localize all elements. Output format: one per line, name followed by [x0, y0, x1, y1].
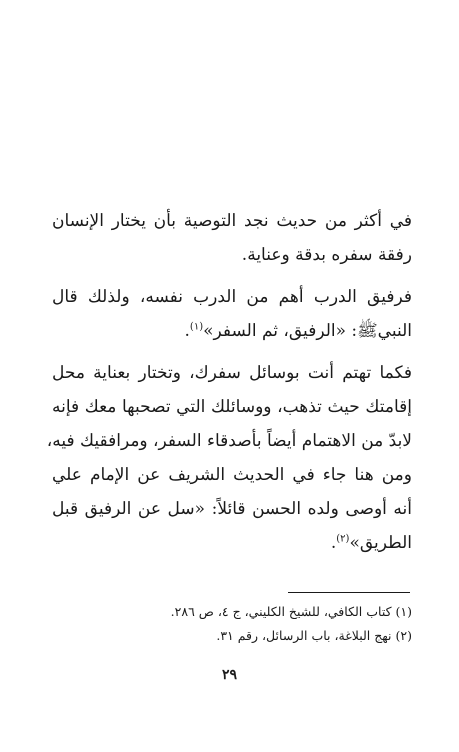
- footnotes: [80, 600, 412, 648]
- footnote-reference: (١): [189, 321, 204, 333]
- text-line-content: النبيﷺ: «الرفيق، ثم السفر»: [203, 321, 412, 341]
- text-line: لابدّ من الاهتمام أيضاً بأصدقاء السفر، ومرافقيك فيه،: [46, 431, 412, 451]
- text-line-content: الطريق»: [349, 533, 412, 553]
- text-line: فرفيق الدرب أهم من الدرب نفسه، ولذلك قال: [52, 287, 412, 307]
- text-line: أنه أوصى ولده الحسن قائلاً: «سل عن الرفيق قبل: [52, 499, 412, 519]
- text-line: رفقة سفره بدقة وعناية.: [241, 245, 412, 265]
- footnote-reference: (٢): [336, 533, 350, 545]
- line-tail: .: [330, 533, 337, 553]
- footnote-divider: [288, 592, 410, 593]
- text-line: في أكثر من حديث نجد التوصية بأن يختار الإنسان: [52, 211, 412, 231]
- paragraph-gap: [52, 348, 412, 356]
- line-tail: .: [184, 321, 190, 341]
- body-text: [46, 204, 412, 560]
- footnote-2: (٢) نهج البلاغة، باب الرسائل، رقم ٣١.: [216, 628, 412, 643]
- page-number: ٢٩: [221, 667, 238, 683]
- text-line-with-reference: [52, 526, 412, 560]
- paragraph-2: [52, 280, 412, 348]
- text-line: فكما تهتم أنت بوسائل سفرك، وتختار بعناية محل: [52, 363, 412, 383]
- text-line: ومن هنا جاء في الحديث الشريف عن الإمام علي: [52, 465, 412, 485]
- text-line: إقامتك حيث تذهب، ووسائلك التي تصحبها معك فإنه: [52, 397, 412, 417]
- paragraph-1: [52, 204, 412, 272]
- text-line-with-reference: [52, 314, 412, 348]
- footnote-1: (١) كتاب الكافي، للشيخ الكليني، ج ٤، ص ٢٨٦.: [170, 604, 412, 619]
- paragraph-3: [46, 356, 412, 560]
- paragraph-gap: [52, 272, 412, 280]
